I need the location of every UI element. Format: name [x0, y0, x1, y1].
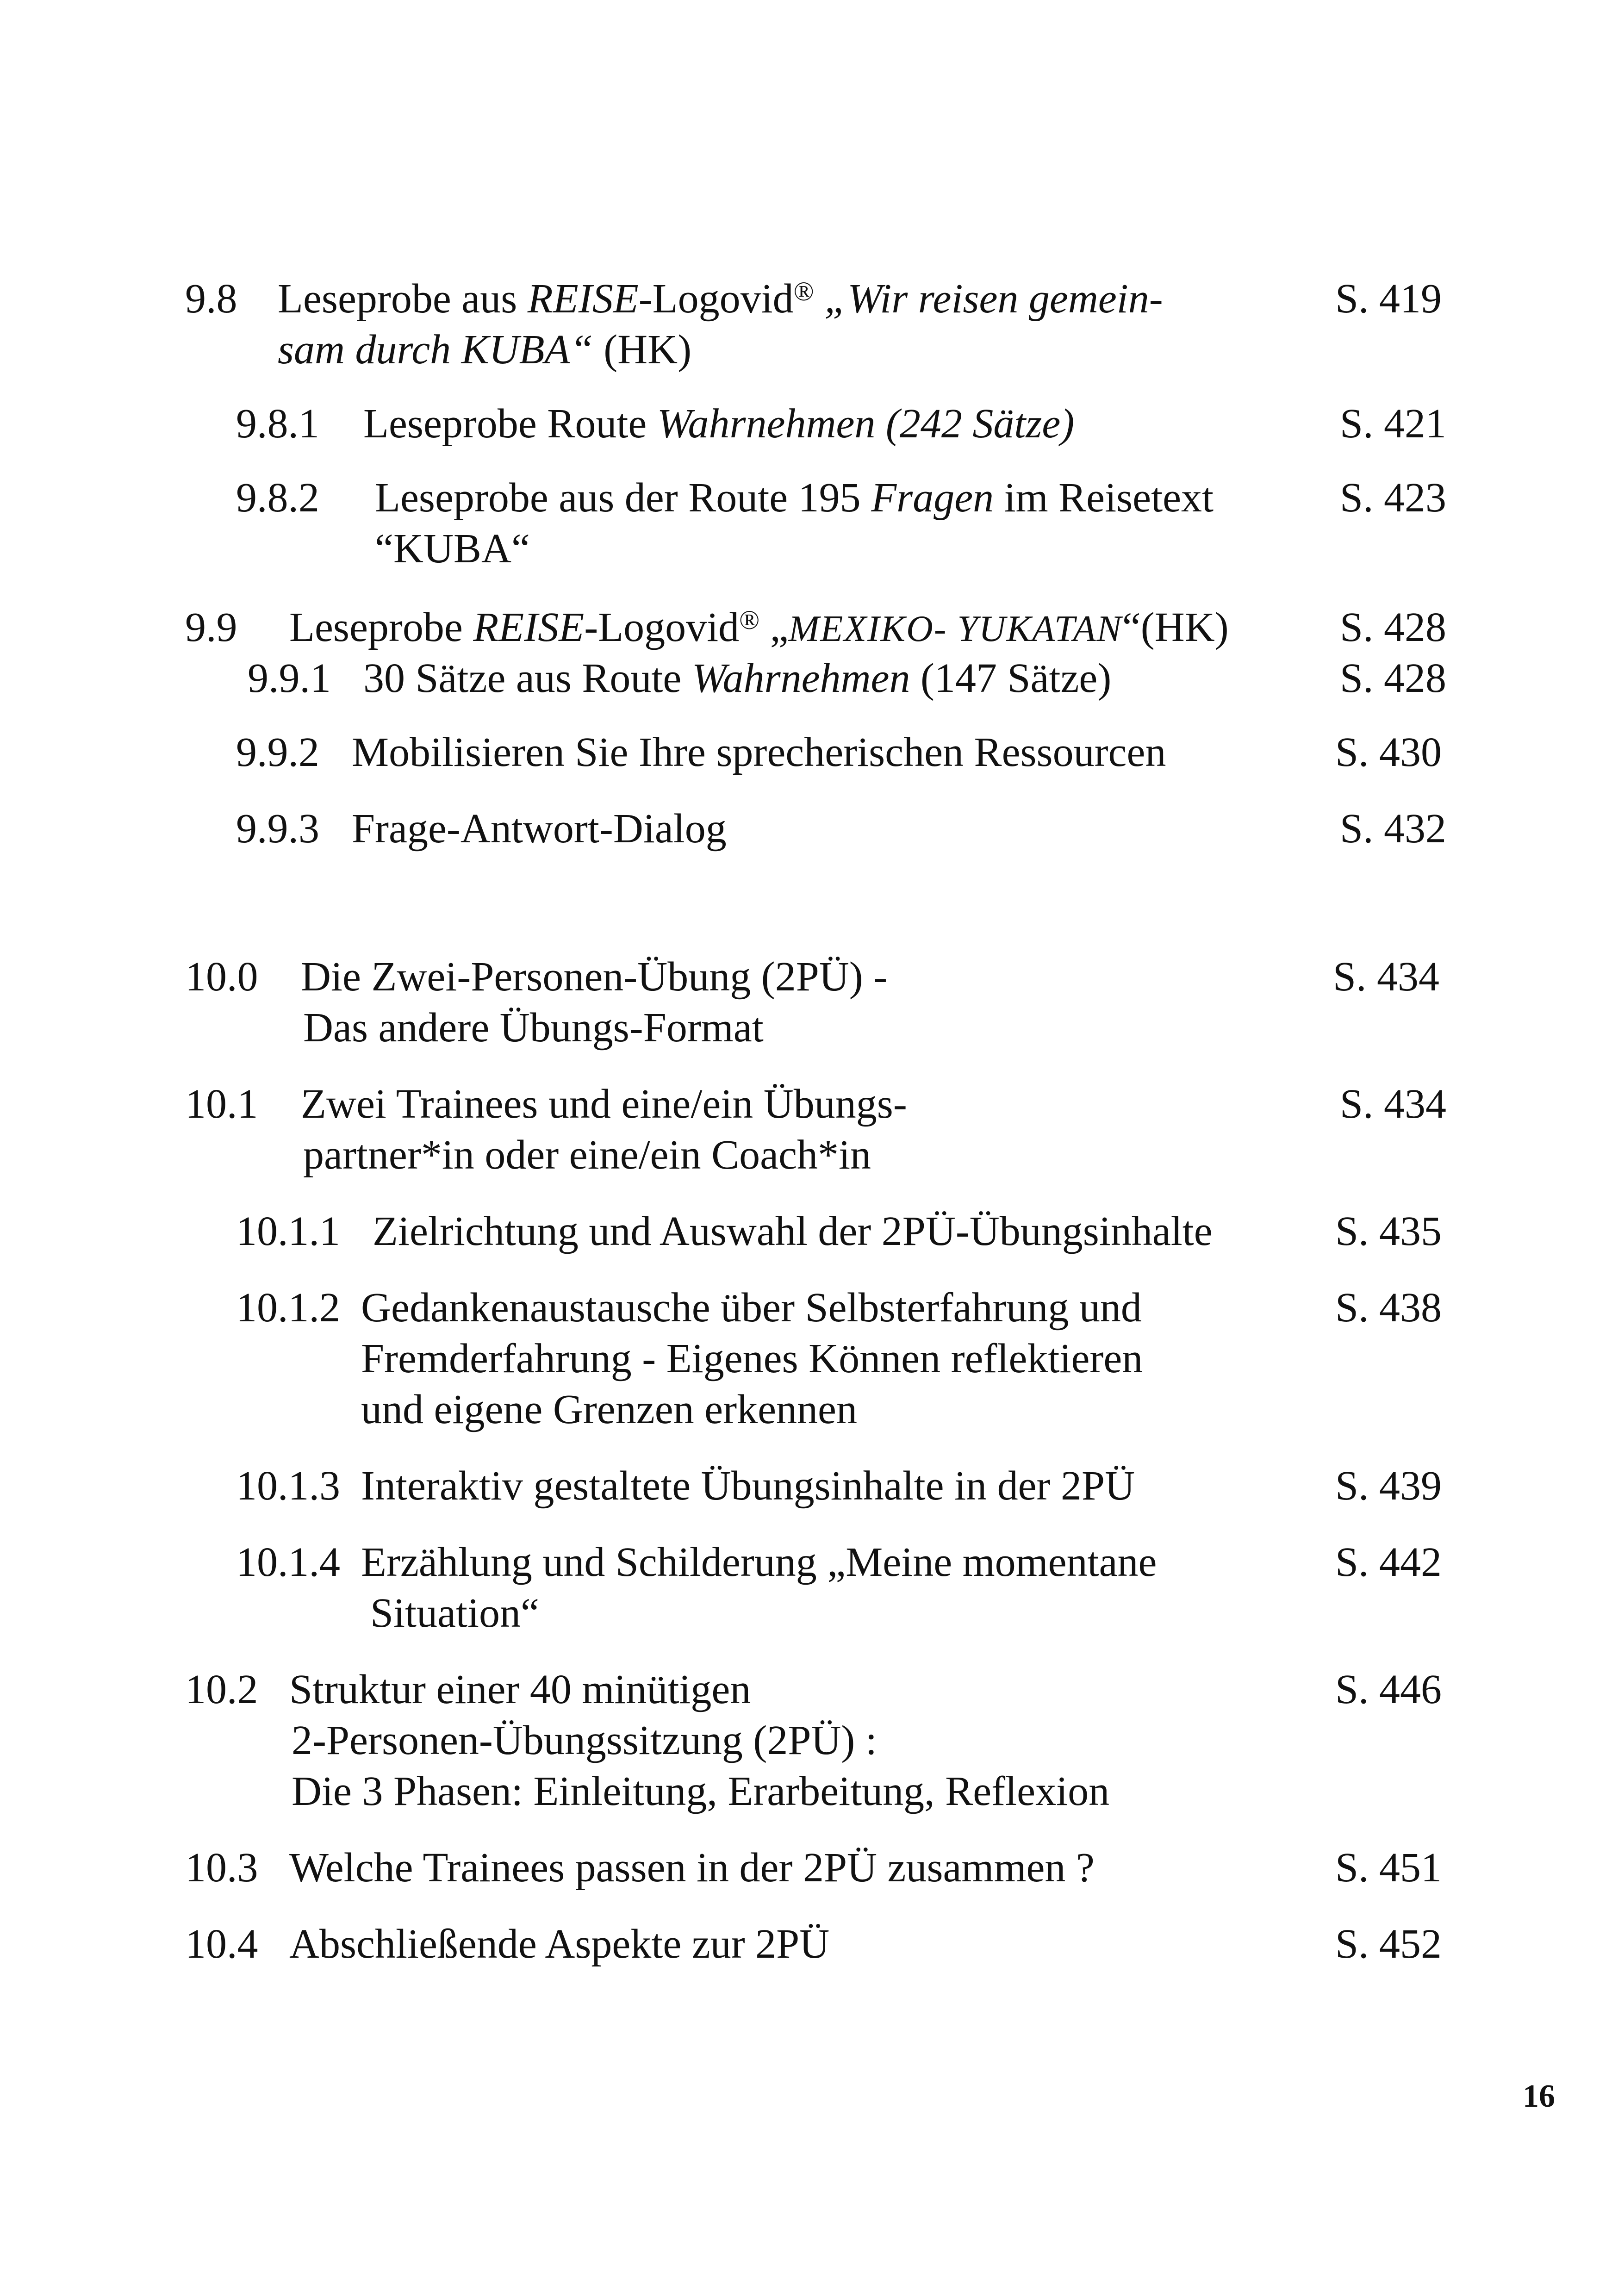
entry-title: Zielrichtung und Auswahl der 2PÜ-Übungsinhalte [373, 1208, 1213, 1254]
page-number: 16 [1523, 2078, 1555, 2114]
entry-title: Welche Trainees passen in der 2PÜ zusammen ? [289, 1845, 1095, 1891]
entry-title-continued: Die 3 Phasen: Einleitung, Erarbeitung, Reflexion [292, 1768, 1110, 1814]
page-reference: S. 452 [1335, 1921, 1442, 1967]
entry-title: Abschließende Aspekte zur 2PÜ [289, 1921, 830, 1967]
entry-title-continued: Situation“ [370, 1590, 539, 1636]
entry-title: Frage-Antwort-Dialog [352, 806, 727, 852]
page-reference: S. 419 [1335, 276, 1442, 322]
entry-title: Die Zwei-Personen-Übung (2PÜ) - [301, 954, 888, 1000]
entry-number: 10.1.2 [236, 1285, 340, 1331]
page-reference: S. 435 [1335, 1208, 1442, 1254]
entry-title-continued: 2-Personen-Übungssitzung (2PÜ) : [292, 1717, 877, 1763]
page-reference: S. 432 [1340, 806, 1447, 852]
entry-number: 10.4 [185, 1921, 258, 1967]
entry-number: 9.8.1 [236, 401, 319, 447]
page-reference: S. 446 [1335, 1667, 1442, 1712]
entry-number: 9.9.1 [248, 655, 331, 701]
entry-number: 10.2 [185, 1667, 258, 1712]
entry-title: Erzählung und Schilderung „Meine momentane [361, 1539, 1157, 1585]
entry-title: Struktur einer 40 minütigen [289, 1667, 751, 1712]
page-reference: S. 439 [1335, 1463, 1442, 1509]
entry-number: 10.1.3 [236, 1463, 340, 1509]
entry-title: Interaktiv gestaltete Übungsinhalte in der 2PÜ [361, 1463, 1135, 1509]
entry-title: Leseprobe Route Wahrnehmen (242 Sätze) [363, 401, 1075, 447]
entry-title: Zwei Trainees und eine/ein Übungs- [301, 1081, 907, 1127]
page-reference: S. 434 [1340, 1081, 1447, 1127]
entry-number: 10.1.1 [236, 1208, 340, 1254]
page-reference: S. 438 [1335, 1285, 1442, 1331]
page-reference: S. 451 [1335, 1845, 1442, 1891]
entry-title-continued: sam durch KUBA“ (HK) [278, 327, 692, 373]
entry-title: Mobilisieren Sie Ihre sprecherischen Ressourcen [352, 729, 1166, 775]
entry-number: 10.1 [185, 1081, 258, 1127]
entry-title-continued: Das andere Übungs-Format [303, 1005, 764, 1051]
page-reference: S. 442 [1335, 1539, 1442, 1585]
entry-number: 10.3 [185, 1845, 258, 1891]
entry-title-continued: “KUBA“ [375, 526, 530, 572]
page-reference: S. 421 [1340, 401, 1447, 447]
entry-number: 9.8 [185, 276, 237, 322]
entry-number: 10.1.4 [236, 1539, 340, 1585]
entry-title: Leseprobe aus REISE-Logovid® „Wir reisen gemein- [278, 276, 1163, 322]
page-reference: S. 428 [1340, 655, 1447, 701]
entry-number: 9.9.3 [236, 806, 319, 852]
page-reference: S. 423 [1340, 475, 1447, 521]
entry-number: 10.0 [185, 954, 258, 1000]
entry-number: 9.9 [185, 604, 237, 650]
entry-title-continued: Fremderfahrung - Eigenes Können reflektieren [361, 1336, 1143, 1381]
entry-number: 9.9.2 [236, 729, 319, 775]
entry-number: 9.8.2 [236, 475, 319, 521]
entry-title: Leseprobe REISE-Logovid® „MEXIKO- YUKATAN“(HK) [289, 604, 1229, 650]
entry-title-continued: und eigene Grenzen erkennen [361, 1387, 857, 1432]
entry-title-continued: partner*in oder eine/ein Coach*in [303, 1132, 871, 1178]
page-reference: S. 434 [1333, 954, 1440, 1000]
page-reference: S. 430 [1335, 729, 1442, 775]
entry-title: Leseprobe aus der Route 195 Fragen im Reisetext [375, 475, 1214, 521]
page-reference: S. 428 [1340, 604, 1447, 650]
entry-title: Gedankenaustausche über Selbsterfahrung und [361, 1285, 1142, 1331]
entry-title: 30 Sätze aus Route Wahrnehmen (147 Sätze) [363, 655, 1112, 701]
